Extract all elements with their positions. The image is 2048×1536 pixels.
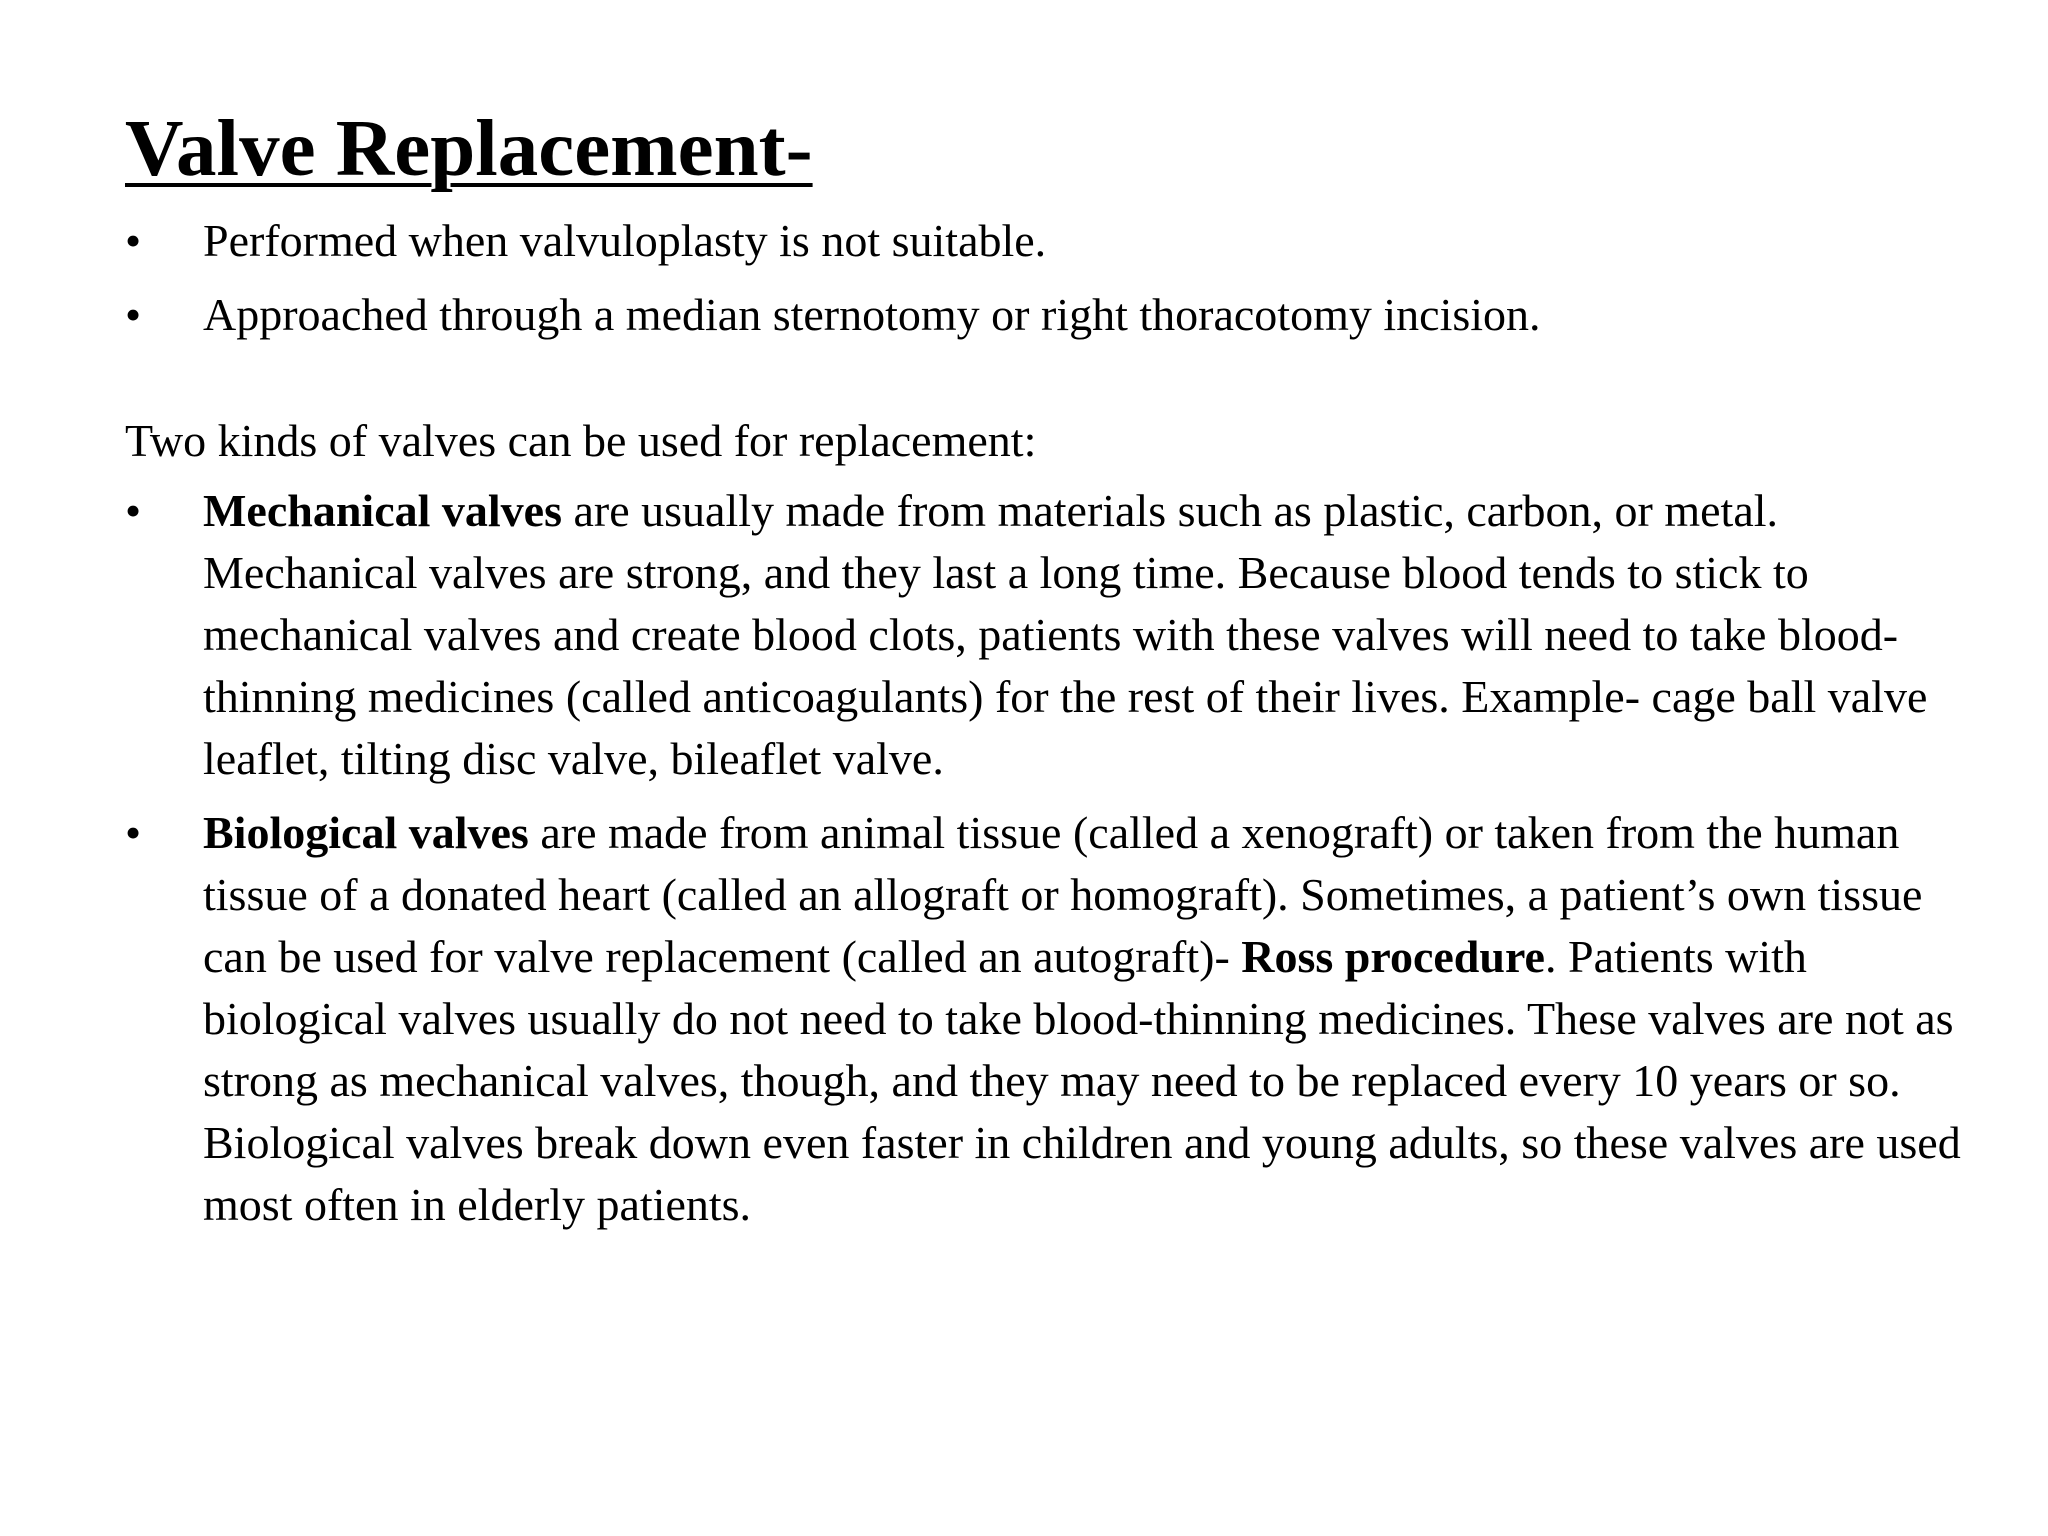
intro-bullet-item (125, 210, 1965, 272)
valve-kinds-list (125, 480, 1965, 1236)
intro-bullet-list (125, 210, 1965, 346)
biological-valves-term: Biological valves (203, 807, 529, 858)
intro-bullet-item (125, 284, 1965, 346)
ross-procedure-term: Ross procedure (1241, 931, 1545, 982)
biological-valves-item (125, 802, 1965, 1236)
bullet-icon: • (125, 485, 142, 536)
biological-valves-text: are made from animal tissue (called a xenograft) or taken from the human tissue of a donated heart (called an allograft or homograft). Sometimes, a patient’s own tissue can be used for valve replacement (called an autograft)- (203, 807, 1923, 982)
slide-title: Valve Replacement- (125, 103, 813, 193)
valve-kinds-heading: Two kinds of valves can be used for replacement: (125, 415, 1037, 466)
slide-body (125, 210, 1965, 1248)
bullet-icon: • (125, 289, 142, 340)
mechanical-valves-term: Mechanical valves (203, 485, 562, 536)
intro-bullet-text: Performed when valvuloplasty is not suitable. (203, 215, 1047, 266)
mechanical-valves-text: are usually made from materials such as plastic, carbon, or metal. Mechanical valves are strong, and they last a long time. Because blood tends to stick to mechanical valves and create blood clots, patients with these valves will need to take blood-thinning medicines (called anticoagulants) for the rest of their lives. Example- cage ball valve leaflet, tilting disc valve, bileaflet valve. (203, 485, 1928, 784)
mechanical-valves-item (125, 480, 1965, 790)
bullet-icon: • (125, 215, 142, 266)
biological-valves-text-continued: . Patients with biological valves usually do not need to take blood-thinning medicines. These valves are not as strong as mechanical valves, though, and they may need to be replaced every 10 years or so. Biological valves break down even faster in children and young adults, so these valves are used most often in elderly patients. (203, 931, 1961, 1230)
bullet-icon: • (125, 807, 142, 858)
intro-bullet-text: Approached through a median sternotomy or right thoracotomy incision. (203, 289, 1541, 340)
